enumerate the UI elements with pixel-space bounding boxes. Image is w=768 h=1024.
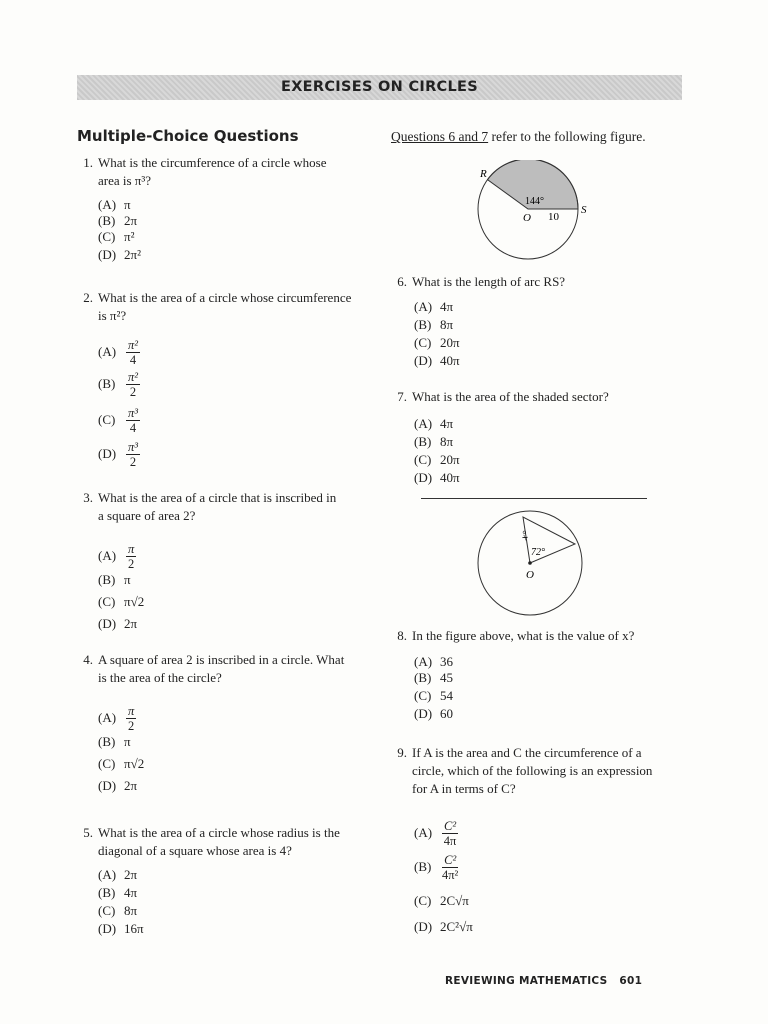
answer-option[interactable] — [414, 918, 473, 935]
answer-option[interactable] — [98, 733, 131, 750]
option-letter: (B) — [98, 885, 116, 900]
answer-option[interactable] — [98, 571, 131, 588]
question-stem — [412, 273, 565, 291]
question-number: 4. — [83, 652, 93, 667]
option-value: 8π — [440, 317, 454, 332]
answer-option[interactable] — [414, 451, 460, 468]
answer-option[interactable] — [414, 820, 458, 848]
option-letter: (B) — [414, 317, 432, 332]
option-letter: (D) — [98, 445, 117, 461]
answer-option[interactable] — [98, 866, 137, 883]
question-number: 3. — [83, 490, 93, 505]
section-heading: Multiple-Choice Questions — [77, 127, 299, 145]
fraction — [126, 543, 136, 571]
question-number: 6. — [397, 274, 407, 289]
option-value: π√2 — [124, 594, 145, 609]
option-letter: (D) — [98, 778, 117, 793]
option-value: π — [124, 197, 131, 212]
option-letter: (D) — [414, 919, 433, 934]
option-value: 2π — [124, 778, 138, 793]
stem-line: A square of area 2 is inscribed in a circle. What — [98, 652, 345, 667]
option-value: 2π — [124, 213, 138, 228]
option-value: 16π — [124, 921, 144, 936]
stem-line: What is the area of a circle whose circumference — [98, 290, 352, 305]
question-number: 1. — [83, 155, 93, 170]
page-number: 601 — [619, 975, 643, 987]
option-value: π — [124, 572, 131, 587]
stem-line: What is the circumference of a circle whose — [98, 155, 327, 170]
option-letter: (B) — [98, 375, 116, 391]
intro-rest: refer to the following figure. — [488, 129, 646, 144]
answer-option[interactable] — [98, 884, 137, 901]
figure-intro — [391, 129, 646, 145]
answer-option[interactable] — [98, 920, 144, 937]
stem-line: What is the area of a circle whose radius is the — [98, 825, 340, 840]
option-letter: (A) — [98, 197, 117, 212]
label-O: O — [526, 569, 534, 581]
option-letter: (A) — [414, 416, 433, 431]
question-stem — [412, 744, 652, 798]
intro-underlined: Questions 6 and 7 — [391, 129, 489, 144]
option-value: 8π — [124, 903, 138, 918]
divider-line — [421, 498, 647, 499]
answer-option[interactable] — [98, 212, 137, 229]
option-value: 40π — [440, 353, 460, 368]
answer-option[interactable] — [98, 441, 140, 469]
option-value: 4π — [124, 885, 138, 900]
answer-option[interactable] — [98, 407, 140, 435]
denominator: 2 — [128, 557, 135, 571]
stem-line: circle, which of the following is an expression — [412, 763, 653, 778]
option-value: 4π — [440, 299, 454, 314]
option-value: 2C²√π — [440, 919, 473, 934]
denominator: 2 — [129, 385, 137, 399]
option-value: 45 — [440, 670, 453, 685]
option-letter: (C) — [414, 893, 432, 908]
question-number: 9. — [397, 745, 407, 760]
answer-option[interactable] — [414, 316, 453, 333]
question-number: 2. — [83, 290, 93, 305]
stem-line: In the figure above, what is the value of x? — [412, 628, 635, 643]
answer-option[interactable] — [98, 755, 144, 772]
option-letter: (C) — [98, 229, 116, 244]
label-S: S — [581, 204, 587, 216]
question-number: 7. — [397, 389, 407, 404]
option-letter: (B) — [414, 670, 432, 685]
stem-line: is the area of the circle? — [98, 670, 222, 685]
option-letter: (B) — [98, 213, 116, 228]
question-stem — [98, 289, 351, 325]
figure-inscribed-triangle — [475, 508, 585, 618]
stem-line: diagonal of a square whose area is 4? — [98, 843, 292, 858]
label-radius: 10 — [548, 211, 559, 223]
denominator: 4 — [129, 421, 137, 435]
option-letter: (A) — [98, 547, 117, 563]
option-letter: (B) — [414, 434, 432, 449]
page-footer — [445, 975, 642, 987]
option-letter: (B) — [98, 572, 116, 587]
answer-option[interactable] — [414, 892, 469, 909]
answer-option[interactable] — [414, 705, 453, 722]
answer-option[interactable] — [98, 902, 137, 919]
figure-sector — [470, 160, 600, 260]
denominator: 2 — [129, 455, 137, 469]
option-letter: (B) — [98, 734, 116, 749]
answer-option[interactable] — [98, 246, 141, 263]
label-R: R — [480, 168, 487, 180]
label-O: O — [523, 212, 531, 224]
answer-option[interactable] — [98, 705, 136, 733]
option-value: 2π — [124, 616, 138, 631]
option-letter: (D) — [414, 706, 433, 721]
option-letter: (C) — [98, 411, 116, 427]
option-value: 2π² — [124, 247, 141, 262]
fraction — [126, 407, 140, 435]
question-stem — [412, 388, 609, 406]
option-letter: (D) — [414, 470, 433, 485]
label-angle: 72° — [531, 547, 545, 558]
stem-line: area is π³? — [98, 173, 152, 188]
denominator: 4π — [443, 834, 457, 848]
option-value: 40π — [440, 470, 460, 485]
option-letter: (A) — [414, 654, 433, 669]
option-value: π√2 — [124, 756, 145, 771]
denominator: 4 — [129, 353, 137, 367]
answer-option[interactable] — [98, 339, 140, 367]
option-letter: (B) — [414, 858, 432, 874]
question-stem — [412, 627, 634, 645]
option-value: 60 — [440, 706, 453, 721]
option-letter: (D) — [98, 247, 117, 262]
option-letter: (C) — [98, 756, 116, 771]
stem-line: If A is the area and C the circumference of a — [412, 745, 642, 760]
stem-line: What is the area of the shaded sector? — [412, 389, 609, 404]
option-value: 20π — [440, 335, 460, 350]
option-letter: (A) — [98, 867, 117, 882]
fraction — [126, 705, 136, 733]
answer-option[interactable] — [98, 371, 140, 399]
option-letter: (A) — [98, 343, 117, 359]
answer-option[interactable] — [414, 854, 458, 882]
option-value: 2π — [124, 867, 138, 882]
option-letter: (C) — [414, 452, 432, 467]
answer-option[interactable] — [98, 777, 137, 794]
question-stem — [98, 154, 326, 190]
answer-option[interactable] — [98, 593, 144, 610]
option-letter: (A) — [414, 299, 433, 314]
numerator: π³ — [128, 406, 139, 420]
numerator: C² — [442, 854, 458, 868]
question-number: 5. — [83, 825, 93, 840]
footer-title: REVIEWING MATHEMATICS — [445, 975, 608, 987]
answer-option[interactable] — [414, 415, 453, 432]
option-letter: (A) — [98, 709, 117, 725]
section-banner — [77, 75, 682, 100]
question-stem — [98, 824, 340, 860]
stem-line: What is the area of a circle that is inscribed in — [98, 490, 337, 505]
numerator: π³ — [128, 440, 139, 454]
question-stem — [98, 651, 344, 687]
label-angle: 144° — [525, 196, 544, 207]
stem-line: is π²? — [98, 308, 127, 323]
label-x: x° — [518, 529, 533, 542]
stem-line: What is the length of arc RS? — [412, 274, 566, 289]
denominator: 4π² — [442, 868, 459, 882]
fraction — [126, 441, 140, 469]
option-value: 36 — [440, 654, 453, 669]
answer-option[interactable] — [98, 228, 134, 245]
option-value: π — [124, 734, 131, 749]
option-value: 2C√π — [440, 893, 469, 908]
stem-line: a square of area 2? — [98, 508, 196, 523]
option-letter: (D) — [414, 353, 433, 368]
answer-option[interactable] — [414, 687, 453, 704]
option-value: 20π — [440, 452, 460, 467]
denominator: 2 — [128, 719, 135, 733]
numerator: C² — [444, 819, 457, 833]
fraction — [442, 854, 458, 882]
numerator: π² — [128, 338, 139, 352]
fraction — [126, 339, 140, 367]
answer-option[interactable] — [98, 543, 136, 571]
numerator: π — [128, 542, 135, 556]
answer-option[interactable] — [414, 352, 460, 369]
fraction — [126, 371, 140, 399]
question-stem — [98, 489, 336, 525]
numerator: π² — [128, 370, 139, 384]
answer-option[interactable] — [414, 433, 453, 450]
answer-option[interactable] — [414, 298, 453, 315]
option-value: 4π — [440, 416, 454, 431]
option-letter: (C) — [414, 335, 432, 350]
stem-line: for A in terms of C? — [412, 781, 516, 796]
option-letter: (C) — [414, 688, 432, 703]
option-letter: (C) — [98, 594, 116, 609]
answer-option[interactable] — [98, 615, 137, 632]
option-value: 54 — [440, 688, 453, 703]
numerator: π — [128, 704, 135, 718]
option-letter: (C) — [98, 903, 116, 918]
option-letter: (A) — [414, 824, 433, 840]
answer-option[interactable] — [414, 469, 460, 486]
option-value: π² — [124, 229, 135, 244]
banner-title: EXERCISES ON CIRCLES — [281, 79, 478, 95]
question-number: 8. — [397, 628, 407, 643]
option-value: 8π — [440, 434, 454, 449]
answer-option[interactable] — [414, 334, 460, 351]
answer-option[interactable] — [414, 653, 453, 670]
option-letter: (D) — [98, 921, 117, 936]
answer-option[interactable] — [98, 196, 131, 213]
answer-option[interactable] — [414, 669, 453, 686]
option-letter: (D) — [98, 616, 117, 631]
fraction — [442, 820, 458, 848]
